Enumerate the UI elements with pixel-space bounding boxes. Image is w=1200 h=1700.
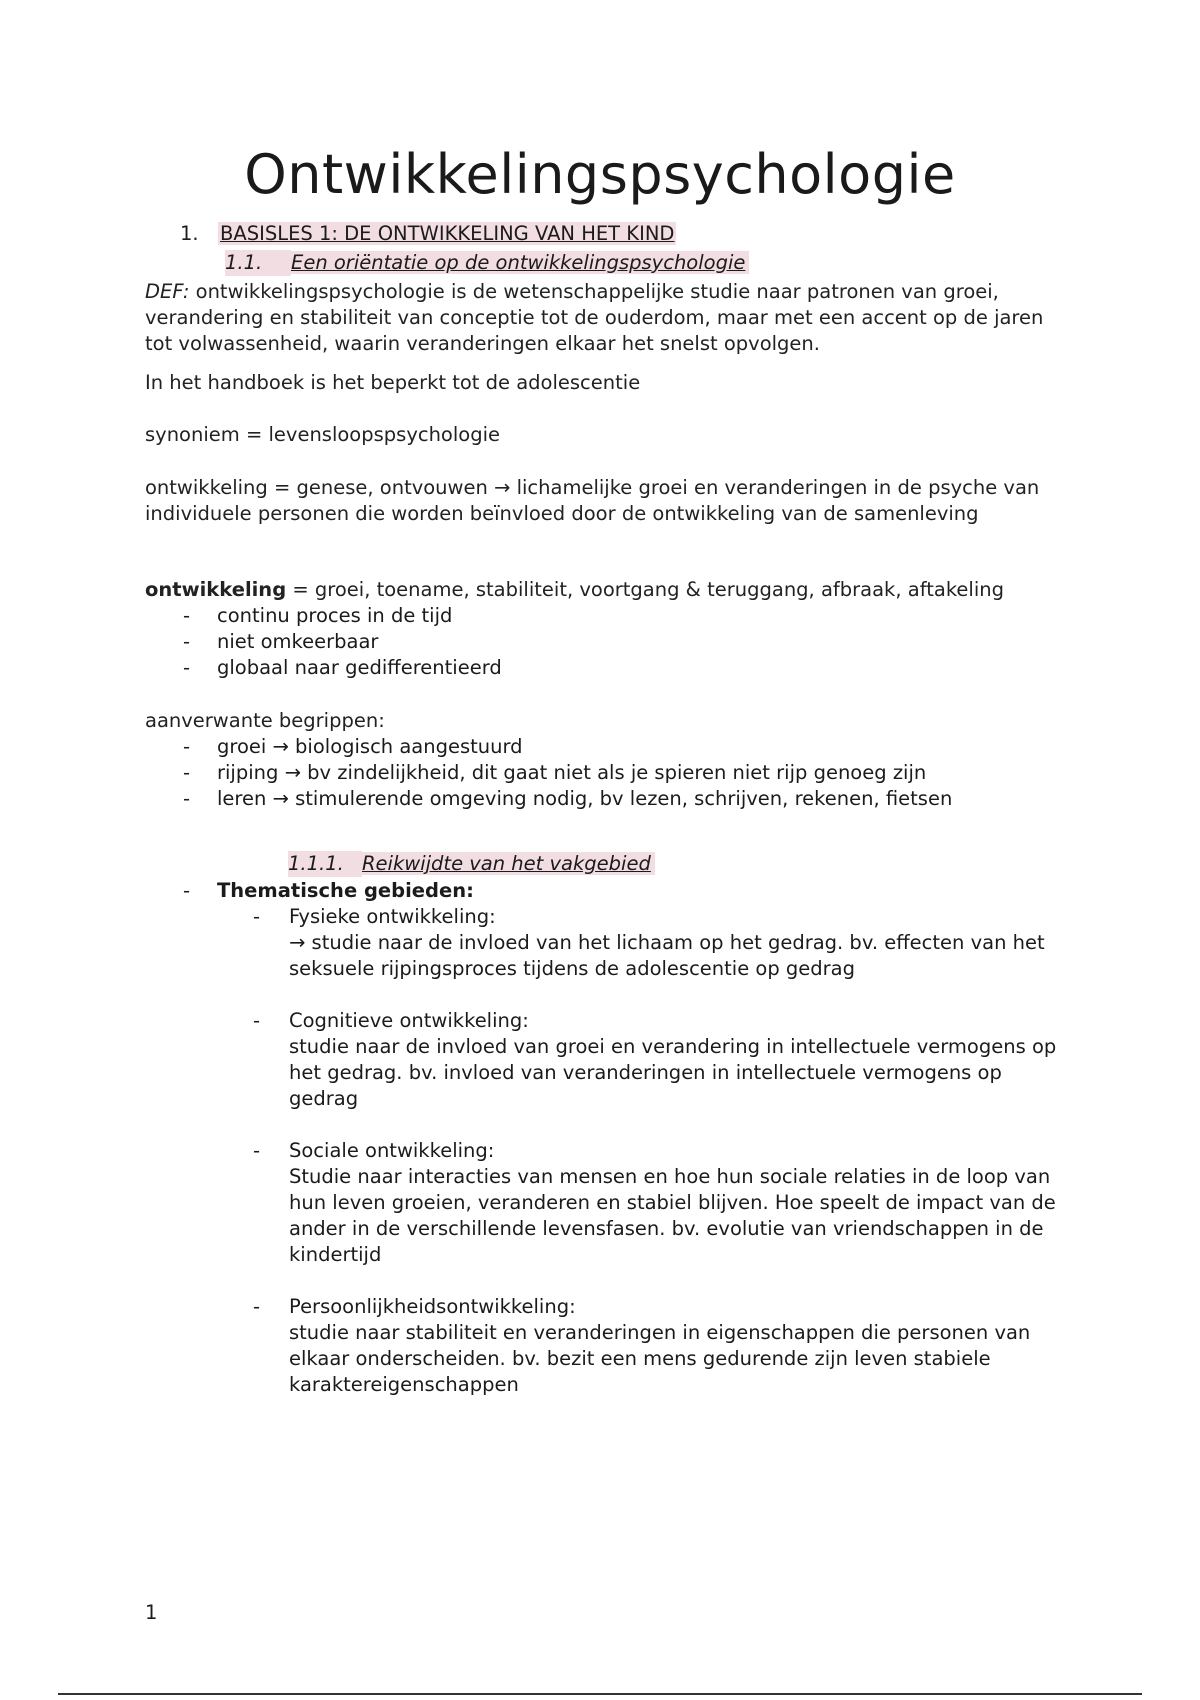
- bullet-dash: -: [183, 604, 191, 627]
- list-item-text: continu proces in de tijd: [217, 604, 453, 627]
- thematisch-item-persoonlijkheid: [253, 1294, 1063, 1398]
- bullet-dash: -: [183, 787, 191, 810]
- item-text: Studie naar interacties van mensen en hoe hun sociale relaties in de loop van hun leven groeien, veranderen en stabiel blijven. Hoe speelt de impact van de ander in de verschillende levensfasen. bv. evolutie van vriendschappen in de kindertijd: [289, 1165, 1056, 1266]
- list-item-text: globaal naar gedifferentieerd: [217, 656, 502, 679]
- list-item-text: rijping → bv zindelijkheid, dit gaat niet als je spieren niet rijp genoeg zijn: [217, 761, 927, 784]
- section-title: BASISLES 1: DE ONTWIKKELING VAN HET KIND: [220, 222, 675, 245]
- document-title: Ontwikkelingspsychologie: [244, 143, 956, 206]
- thematisch-item-sociaal: [253, 1138, 1063, 1268]
- item-text: studie naar de invloed van groei en verandering in intellectuele vermogens op het gedrag. bv. invloed van veranderingen in intellectuele vermogens op gedrag: [289, 1035, 1057, 1110]
- list-item-text: groei → biologisch aangestuurd: [217, 735, 523, 758]
- bullet-dash: -: [183, 735, 191, 758]
- subsection-title: Een oriëntatie op de ontwikkelingspsychologie: [291, 251, 749, 274]
- footer-divider: [58, 1693, 1142, 1695]
- item-title: Fysieke ontwikkeling:: [289, 905, 496, 928]
- page-number: 1: [145, 1601, 158, 1624]
- paragraph-synoniem: synoniem = levensloopspsychologie: [145, 423, 501, 446]
- bullet-dash: -: [253, 1295, 261, 1318]
- item-title: Persoonlijkheidsontwikkeling:: [289, 1295, 576, 1318]
- paragraph-ontwikkeling: [145, 577, 1065, 603]
- list-item: [145, 629, 1065, 655]
- item-text: studie naar stabiliteit en veranderingen in eigenschappen die personen van elkaar onderscheiden. bv. bezit een mens gedurende zijn leven stabiele karaktereigenschappen: [289, 1321, 1031, 1396]
- list-item: [253, 904, 1063, 982]
- list-item: [253, 1294, 1063, 1398]
- aanverwante-label: aanverwante begrippen:: [145, 709, 385, 732]
- item-title: Sociale ontwikkeling:: [289, 1139, 495, 1162]
- ontwikkeling-list: [145, 603, 1065, 681]
- definition-label: DEF:: [145, 280, 190, 303]
- subsection-number: 1.1.: [225, 250, 291, 276]
- paragraph-handboek: In het handboek is het beperkt tot de adolescentie: [145, 371, 641, 394]
- section-number: 1.: [180, 222, 199, 245]
- section-heading-1: [180, 221, 676, 247]
- subsection-heading-1-1-1: [288, 851, 655, 877]
- subsection-heading-1-1: [225, 250, 749, 276]
- list-item: [253, 1138, 1063, 1268]
- bullet-dash: -: [253, 1139, 261, 1162]
- item-text: → studie naar de invloed van het lichaam op het gedrag. bv. effecten van het seksuele rijpingsproces tijdens de adolescentie op gedrag: [289, 931, 1045, 980]
- aanverwante-list: [145, 734, 1065, 812]
- list-item: [145, 655, 1065, 681]
- list-item: [145, 603, 1065, 629]
- list-item-text: niet omkeerbaar: [217, 630, 379, 653]
- bullet-dash: -: [183, 879, 191, 902]
- paragraph-genese: ontwikkeling = genese, ontvouwen → lichamelijke groei en veranderingen in de psyche van individuele personen die worden beïnvloed door de ontwikkeling van de samenleving: [145, 476, 1040, 525]
- ontwikkeling-definition: = groei, toename, stabiliteit, voortgang & teruggang, afbraak, aftakeling: [286, 578, 1004, 601]
- thematisch-item-cognitief: [253, 1008, 1063, 1112]
- item-title: Cognitieve ontwikkeling:: [289, 1009, 529, 1032]
- bullet-dash: -: [253, 905, 261, 928]
- thematisch-bullet: [145, 878, 1065, 904]
- definition-text: ontwikkelingspsychologie is de wetenschappelijke studie naar patronen van groei, verandering en stabiliteit van conceptie tot de ouderdom, maar met een accent op de jaren tot volwassenheid, waarin veranderingen elkaar het snelst opvolgen.: [145, 280, 1044, 355]
- list-item: [145, 734, 1065, 760]
- bullet-dash: -: [183, 630, 191, 653]
- list-item: [145, 878, 1065, 904]
- ontwikkeling-term: ontwikkeling: [145, 578, 287, 601]
- subsection-title: Reikwijdte van het vakgebied: [362, 852, 655, 875]
- list-item: [253, 1008, 1063, 1112]
- thematisch-label: Thematische gebieden:: [217, 879, 474, 902]
- thematisch-item-fysiek: [253, 904, 1063, 982]
- bullet-dash: -: [183, 656, 191, 679]
- list-item: [145, 786, 1065, 812]
- bullet-dash: -: [253, 1009, 261, 1032]
- list-item: [145, 760, 1065, 786]
- list-item-text: leren → stimulerende omgeving nodig, bv lezen, schrijven, rekenen, fietsen: [217, 787, 953, 810]
- definition-paragraph: [145, 279, 1065, 357]
- bullet-dash: -: [183, 761, 191, 784]
- subsection-number: 1.1.1.: [288, 851, 362, 877]
